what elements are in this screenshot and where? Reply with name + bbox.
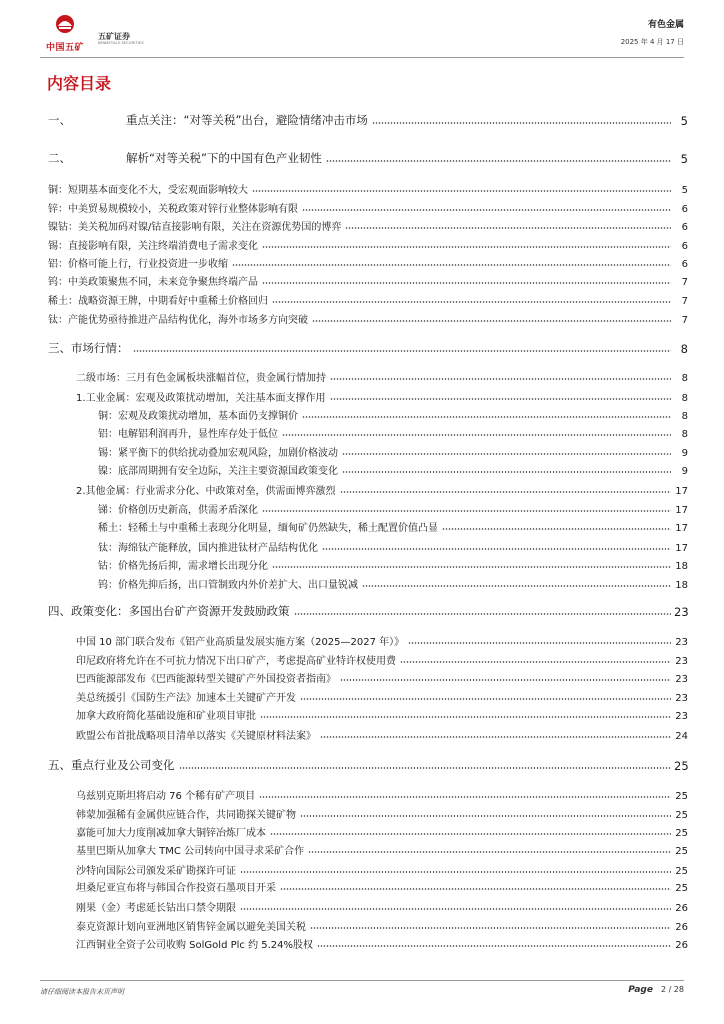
toc-entry[interactable] [98, 461, 688, 477]
toc-entry[interactable] [98, 443, 688, 459]
toc-page-number: 25 [674, 759, 689, 773]
toc-leader-dots [320, 736, 671, 738]
toc-entry-title: 2.其他金属：行业需求分化、中政策对垒，供需面博弈激烈 [76, 486, 336, 497]
toc-entry[interactable] [76, 786, 688, 802]
page-number: 2 / 28 [660, 985, 684, 994]
toc-page-number: 6 [681, 259, 688, 270]
toc-page-number: 25 [675, 828, 688, 839]
toc-leader-dots [345, 227, 671, 229]
toc-leader-dots [310, 927, 671, 929]
toc-entry-title: 钨：价格先抑后扬，出口管制致内外价差扩大、出口量锐减 [98, 580, 358, 591]
toc-entry[interactable] [76, 481, 688, 497]
page-footer [0, 978, 724, 1008]
logo-name: 中国五矿 [46, 43, 85, 53]
page-word: Page [628, 985, 653, 995]
toc-leader-dots [340, 491, 671, 493]
toc-page-number: 7 [681, 277, 688, 288]
toc-entry-title: 稀土：轻稀土与中重稀土表现分化明显，缅甸矿仍然缺失，稀土配置价值凸显 [98, 523, 438, 534]
toc-leader-dots [302, 416, 671, 418]
toc-entry-title: 钛：海绵钛产能释放，国内推进钛材产品结构优化 [98, 543, 318, 554]
toc-entry-number: 二、 [48, 151, 71, 165]
toc-entry-title: 锌：中美贸易规模较小，关税政策对锌行业整体影响有限 [48, 204, 298, 215]
toc-page-number: 17 [675, 543, 688, 554]
toc-entry[interactable] [76, 706, 688, 722]
toc-page-number: 17 [675, 523, 688, 534]
toc-leader-dots [322, 548, 671, 550]
toc-entry-title: 二级市场：三月有色金属板块涨幅首位，贵金属行情加持 [76, 373, 326, 384]
toc-page-number: 6 [681, 241, 688, 252]
toc-entry-title: 乌兹别克斯坦将启动 76 个稀有矿产项目 [76, 791, 256, 802]
toc-entry-title: 稀土：战略资源王牌，中期看好中重稀土价格回归 [48, 296, 268, 307]
toc-entry-title: 印尼政府将允许在不可抗力情况下出口矿产，考虑提高矿业特许权使用费 [76, 656, 396, 667]
toc-entry-number: 一、 [48, 113, 71, 127]
page-indicator [628, 985, 684, 995]
toc-entry-title: 江西铜业全资子公司收购 SolGold Plc 约 5.24%股权 [76, 940, 314, 951]
toc-entry-title: 钨：中美政策聚焦不同，未来竞争聚焦终端产品 [48, 277, 258, 288]
toc-entry-title: 五、重点行业及公司变化 [48, 758, 175, 772]
toc-page-number: 9 [681, 466, 688, 477]
toc-entry-title: 欧盟公布首批战略项目清单以落实《关键原材料法案》 [76, 731, 316, 742]
toc-page-number: 26 [675, 903, 688, 914]
toc-leader-dots [270, 833, 671, 835]
toc-entry-title: 刚果（金）考虑延长钴出口禁令期限 [76, 903, 236, 914]
toc-page-number: 8 [681, 393, 688, 404]
toc-leader-dots [308, 851, 671, 853]
toc-entry[interactable] [48, 180, 688, 196]
toc-page-number: 5 [681, 185, 688, 196]
toc-section-entry[interactable] [48, 757, 688, 773]
toc-entry[interactable] [76, 669, 688, 685]
toc-entry-title: 钴：价格先扬后抑，需求增长出现分化 [98, 561, 268, 572]
toc-leader-dots [240, 908, 671, 910]
toc-entry[interactable] [48, 236, 688, 252]
toc-entry[interactable] [98, 575, 688, 591]
toc-page-number: 26 [675, 922, 688, 933]
toc-leader-dots [240, 871, 671, 873]
toc-entry[interactable] [48, 254, 688, 270]
toc-entry[interactable] [48, 199, 688, 215]
toc-page-number: 5 [680, 152, 688, 166]
toc-leader-dots [302, 209, 671, 211]
report-date: 2025 年 4 月 17 日 [620, 38, 684, 46]
toc-entry-title: 重点关注：“对等关税”出台，避险情绪冲击市场 [126, 113, 368, 127]
toc-page-number: 23 [675, 637, 688, 648]
toc-leader-dots [294, 613, 672, 615]
toc-entry[interactable] [76, 878, 688, 894]
toc-entry-title: 坦桑尼亚宣布将与韩国合作投资石墨项目开采 [76, 883, 276, 894]
toc-leader-dots [272, 301, 671, 303]
toc-entry[interactable] [48, 272, 688, 288]
toc-leader-dots [262, 246, 671, 248]
toc-entry-title: 加拿大政府简化基础设施和矿业项目审批 [76, 711, 256, 722]
toc-leader-dots [259, 796, 671, 798]
toc-entry[interactable] [76, 388, 688, 404]
toc-entry[interactable] [76, 688, 688, 704]
toc-leader-dots [408, 642, 671, 644]
toc-entry-title: 锑：价格创历史新高，供需矛盾深化 [98, 505, 258, 516]
toc-entry[interactable] [76, 935, 688, 951]
toc-leader-dots [317, 945, 671, 947]
sector-label: 有色金属 [647, 20, 684, 30]
toc-leader-dots [262, 282, 671, 284]
toc-page-number: 17 [675, 486, 688, 497]
toc-entry[interactable] [98, 518, 688, 534]
toc-leader-dots [260, 716, 671, 718]
toc-entry[interactable] [76, 898, 688, 914]
toc-leader-dots [252, 190, 671, 192]
toc-page-number: 7 [681, 315, 688, 326]
toc-page-number: 18 [675, 561, 688, 572]
footer-divider [40, 980, 684, 981]
toc-page-number: 26 [675, 940, 688, 951]
toc-page-number: 23 [675, 693, 688, 704]
toc-leader-dots [282, 434, 671, 436]
toc-leader-dots [326, 160, 671, 162]
toc-page-number: 23 [674, 605, 689, 619]
toc-leader-dots [133, 350, 672, 352]
toc-entry-title: 铝：价格可能上行，行业投资进一步收缩 [48, 259, 228, 270]
toc-page-number: 25 [675, 810, 688, 821]
toc-leader-dots [232, 264, 671, 266]
toc-entry-title: 泰克资源计划向亚洲地区销售锌金属以避免美国关税 [76, 922, 306, 933]
toc-entry[interactable] [76, 841, 688, 857]
toc-leader-dots [372, 122, 671, 124]
toc-page-number: 18 [675, 580, 688, 591]
toc-entry[interactable] [76, 861, 688, 877]
toc-page-number: 25 [675, 883, 688, 894]
toc-entry-title: 三、市场行情： [48, 341, 129, 355]
toc-leader-dots [340, 679, 671, 681]
toc-entry-title: 解析“对等关税”下的中国有色产业韧性 [126, 151, 322, 165]
logo-securities-en: MINMETALS SECURITIES [98, 41, 144, 45]
toc-entry-title: 钛：产能优势亟待推进产品结构优化，海外市场多方向突破 [48, 315, 308, 326]
toc-entry-title: 铜：宏观及政策扰动增加，基本面仍支撑铜价 [98, 411, 298, 422]
toc-entry[interactable] [76, 726, 688, 742]
toc-entry[interactable] [48, 310, 688, 326]
toc-entry[interactable] [48, 217, 688, 233]
toc-leader-dots [280, 888, 671, 890]
toc-page-number: 25 [675, 846, 688, 857]
toc-leader-dots [300, 698, 671, 700]
toc-page-number: 6 [681, 222, 688, 233]
toc-entry-title: 韩蒙加强稀有金属供应链合作，共同勘探关键矿物 [76, 810, 296, 821]
toc-leader-dots [330, 378, 671, 380]
toc-page-number: 17 [675, 505, 688, 516]
toc-entry-title: 铜：短期基本面变化不大，受宏观面影响较大 [48, 185, 248, 196]
toc-entry-title: 锡：紧平衡下的供给扰动叠加宏观风险，加剧价格波动 [98, 448, 338, 459]
toc-entry[interactable] [76, 368, 688, 384]
toc-entry-title: 基里巴斯从加拿大 TMC 公司转向中国寻求采矿合作 [76, 846, 305, 857]
toc-leader-dots [442, 528, 671, 530]
toc-entry[interactable] [98, 538, 688, 554]
toc-entry-title: 镍：底部周期拥有安全边际，关注主要资源国政策变化 [98, 466, 338, 477]
footer-disclaimer: 请仔细阅读本报告末页声明 [40, 988, 124, 996]
toc-leader-dots [362, 585, 671, 587]
toc-entry[interactable] [76, 917, 688, 933]
toc-page-number: 23 [675, 711, 688, 722]
toc-leader-dots [330, 398, 671, 400]
toc-page-number: 6 [681, 204, 688, 215]
toc-page-number: 23 [675, 674, 688, 685]
toc-entry-title: 嘉能可加大力度削减加拿大铜锌冶炼厂成本 [76, 828, 266, 839]
toc-entry[interactable] [98, 424, 688, 440]
toc-leader-dots [312, 320, 671, 322]
toc-page-number: 23 [675, 656, 688, 667]
toc-page-number: 9 [681, 448, 688, 459]
toc-entry-title: 1.工业金属：宏观及政策扰动增加，关注基本面支撑作用 [76, 393, 326, 404]
toc-entry-title: 沙特向国际公司颁发采矿勘探许可证 [76, 866, 236, 877]
toc-page-number: 8 [681, 373, 688, 384]
toc-entry[interactable] [98, 406, 688, 422]
toc-section-entry[interactable] [48, 150, 688, 166]
toc-leader-dots [300, 815, 671, 817]
toc-page-number: 24 [675, 731, 688, 742]
toc-leader-dots [179, 767, 672, 769]
toc-entry-title: 铝：电解铝利润再升，显性库存处于低位 [98, 429, 278, 440]
toc-leader-dots [342, 471, 671, 473]
toc-entry-title: 镍钴：美关税加码对镍/钴直接影响有限，关注在资源优势国的博弈 [48, 222, 342, 233]
toc-page-number: 8 [680, 342, 688, 356]
toc-entry-title: 美总统援引《国防生产法》加速本土关键矿产开发 [76, 693, 296, 704]
toc-leader-dots [272, 566, 671, 568]
toc-title: 内容目录 [47, 74, 112, 93]
toc-entry[interactable] [98, 500, 688, 516]
toc-page-number: 8 [681, 429, 688, 440]
toc-entry[interactable] [76, 805, 688, 821]
toc-entry-title: 巴西能源部发布《巴西能源转型关键矿产外国投资者指南》 [76, 674, 336, 685]
toc-entry[interactable] [76, 823, 688, 839]
toc-page-number: 8 [681, 411, 688, 422]
toc-page-number: 25 [675, 791, 688, 802]
toc-section-entry[interactable] [48, 112, 688, 128]
toc-section-entry[interactable] [48, 340, 688, 356]
logo-securities: 五矿证券 [98, 32, 130, 41]
toc-leader-dots [400, 661, 671, 663]
toc-entry-title: 中国 10 部门联合发布《铝产业高质量发展实施方案（2025—2027 年）》 [76, 637, 405, 648]
toc-page-number: 5 [680, 114, 688, 128]
toc-entry[interactable] [76, 651, 688, 667]
toc-page-number: 25 [675, 866, 688, 877]
toc-leader-dots [262, 510, 671, 512]
toc-entry[interactable] [48, 291, 688, 307]
toc-page-number: 7 [681, 296, 688, 307]
toc-entry-title: 四、政策变化：多国出台矿产资源开发鼓励政策 [48, 604, 290, 618]
toc-entry[interactable] [76, 632, 688, 648]
toc-entry-title: 锡：直接影响有限，关注终端消费电子需求变化 [48, 241, 258, 252]
toc-entry[interactable] [98, 556, 688, 572]
toc-section-entry[interactable] [48, 603, 688, 619]
toc-leader-dots [342, 453, 671, 455]
